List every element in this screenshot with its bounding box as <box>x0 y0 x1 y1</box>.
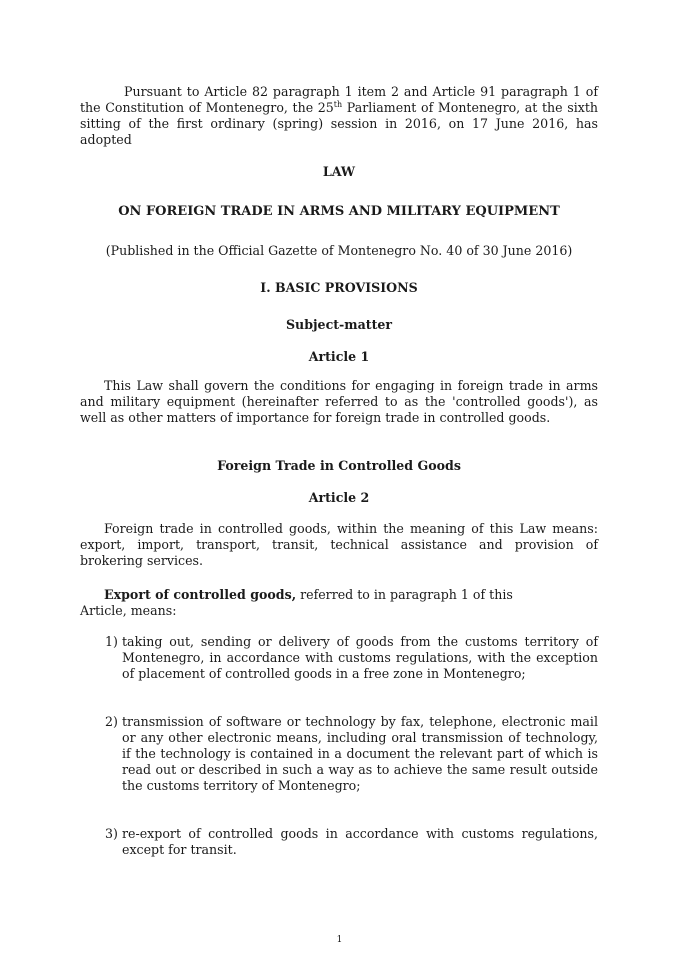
list-item <box>105 714 598 794</box>
list-number: 1) <box>105 634 118 649</box>
list-text: transmission of software or technology by fax, telephone, electronic mail or any other electronic means, including oral transmission of technology, if the technology is contained in a document the relevant part of which is read out or described in such a way as to achieve the same result outside the customs territory of Montenegro; <box>122 714 598 793</box>
list-number: 3) <box>105 826 118 841</box>
ordinal-suffix: th <box>333 99 343 109</box>
law-label: LAW <box>322 164 356 179</box>
export-rest: referred to in paragraph 1 of this Article, means: <box>80 587 513 618</box>
export-definition <box>80 587 560 619</box>
preamble-text-cont: Parliament of Montenegro, at the sixth sitting of the first ordinary (spring) session in 2016, on 17 June 2016, has adopted <box>80 100 598 147</box>
law-title: ON FOREIGN TRADE IN ARMS AND MILITARY EQUIPMENT <box>118 204 560 219</box>
section-heading-subject-matter: Subject-matter <box>285 317 393 332</box>
article-2-heading: Article 2 <box>308 490 370 505</box>
list-item <box>105 826 598 858</box>
page-number: 1 <box>336 935 343 945</box>
chapter-heading: I. BASIC PROVISIONS <box>260 280 418 295</box>
list-text: re-export of controlled goods in accordance with customs regulations, except for transit. <box>122 826 598 857</box>
list-text: taking out, sending or delivery of goods from the customs territory of Montenegro, in accordance with customs regulations, with the exception of placement of controlled goods in a free zone in Montenegro; <box>122 634 598 681</box>
export-term: Export of controlled goods, <box>104 587 297 602</box>
article-1-text: This Law shall govern the conditions for engaging in foreign trade in arms and military equipment (hereinafter referred to as the 'controlled goods'), as well as other matters of importance for foreign trade in controlled goods. <box>80 378 598 425</box>
list-number: 2) <box>105 714 118 729</box>
preamble <box>80 84 598 148</box>
article-2-text: Foreign trade in controlled goods, within the meaning of this Law means: export, import, transport, transit, technical assistance and provision of brokering services. <box>80 521 598 568</box>
section-heading-foreign-trade: Foreign Trade in Controlled Goods <box>217 458 461 473</box>
preamble-text: Pursuant to Article 82 paragraph 1 item 2 and Article 91 paragraph 1 of the Constitution of Montenegro, the 25 <box>80 84 598 115</box>
list-item <box>105 634 598 682</box>
article-1-heading: Article 1 <box>308 349 370 364</box>
publication-note: (Published in the Official Gazette of Montenegro No. 40 of 30 June 2016) <box>105 243 573 258</box>
